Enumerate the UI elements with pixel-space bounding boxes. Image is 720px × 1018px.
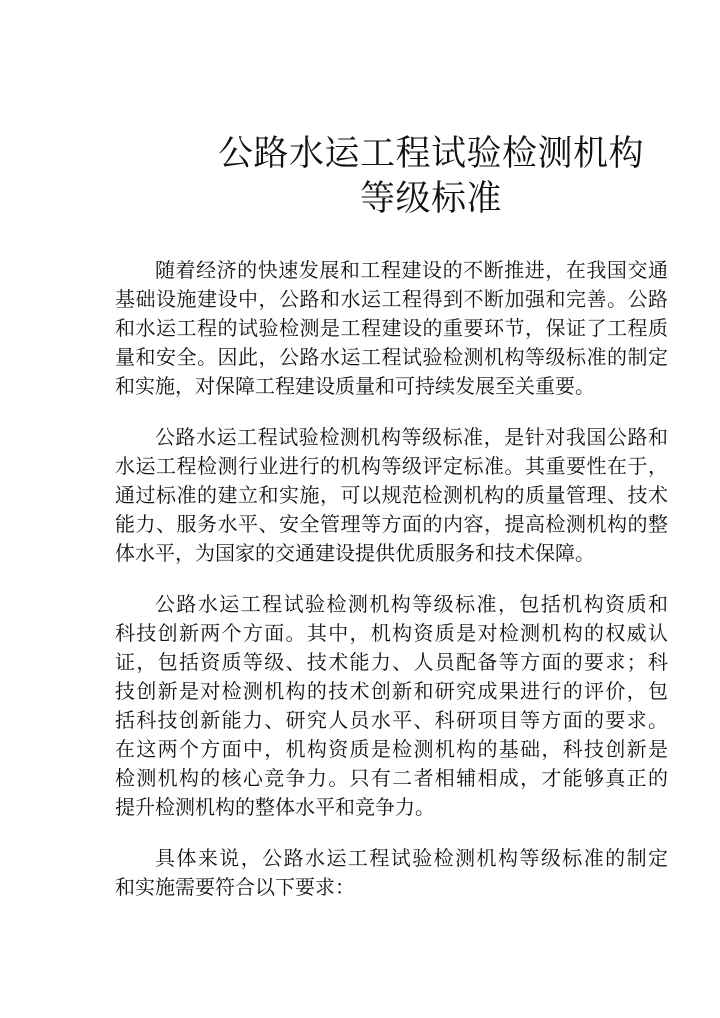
paragraph-line: 证，包括资质等级、技术能力、人员配备等方面的要求；科 — [115, 650, 668, 674]
paragraph-line: 检测机构的核心竞争力。只有二者相辅相成，才能够真正的 — [115, 766, 668, 790]
paragraph-line: 和实施需要符合以下要求： — [115, 875, 355, 899]
paragraph — [115, 256, 668, 401]
paragraph — [115, 844, 668, 902]
paragraph-line: 在这两个方面中，机构资质是检测机构的基础，科技创新是 — [115, 737, 668, 761]
paragraph-line: 能力、服务水平、安全管理等方面的内容，提高检测机构的整 — [115, 512, 668, 536]
paragraph-line: 公路水运工程试验检测机构等级标准，包括机构资质和 — [155, 592, 668, 616]
paragraph-line: 提升检测机构的整体水平和竞争力。 — [115, 795, 435, 819]
paragraph-line: 科技创新两个方面。其中，机构资质是对检测机构的权威认 — [115, 621, 668, 645]
paragraph-line: 具体来说，公路水运工程试验检测机构等级标准的制定 — [155, 846, 668, 870]
paragraph-line: 体水平，为国家的交通建设提供优质服务和技术保障。 — [115, 541, 595, 565]
title-line: 公路水运工程试验检测机构 — [217, 134, 644, 174]
paragraph-line: 基础设施建设中，公路和水运工程得到不断加强和完善。公路 — [115, 287, 668, 311]
paragraph-line: 技创新是对检测机构的技术创新和研究成果进行的评价，包 — [115, 679, 668, 703]
paragraph — [115, 590, 668, 822]
paragraph-line: 随着经济的快速发展和工程建设的不断推进，在我国交通 — [155, 258, 668, 282]
document-title — [142, 132, 720, 222]
title-line: 等级标准 — [359, 179, 502, 219]
paragraph-line: 公路水运工程试验检测机构等级标准，是针对我国公路和 — [155, 425, 668, 449]
document-body — [115, 256, 668, 924]
paragraph-line: 水运工程检测行业进行的机构等级评定标准。其重要性在于， — [115, 454, 668, 478]
paragraph-line: 和水运工程的试验检测是工程建设的重要环节，保证了工程质 — [115, 316, 668, 340]
paragraph-line: 和实施，对保障工程建设质量和可持续发展至关重要。 — [115, 374, 595, 398]
paragraph-line: 通过标准的建立和实施，可以规范检测机构的质量管理、技术 — [115, 483, 668, 507]
paragraph — [115, 423, 668, 568]
paragraph-line: 量和安全。因此，公路水运工程试验检测机构等级标准的制定 — [115, 345, 668, 369]
paragraph-line: 括科技创新能力、研究人员水平、科研项目等方面的要求。 — [115, 708, 668, 732]
